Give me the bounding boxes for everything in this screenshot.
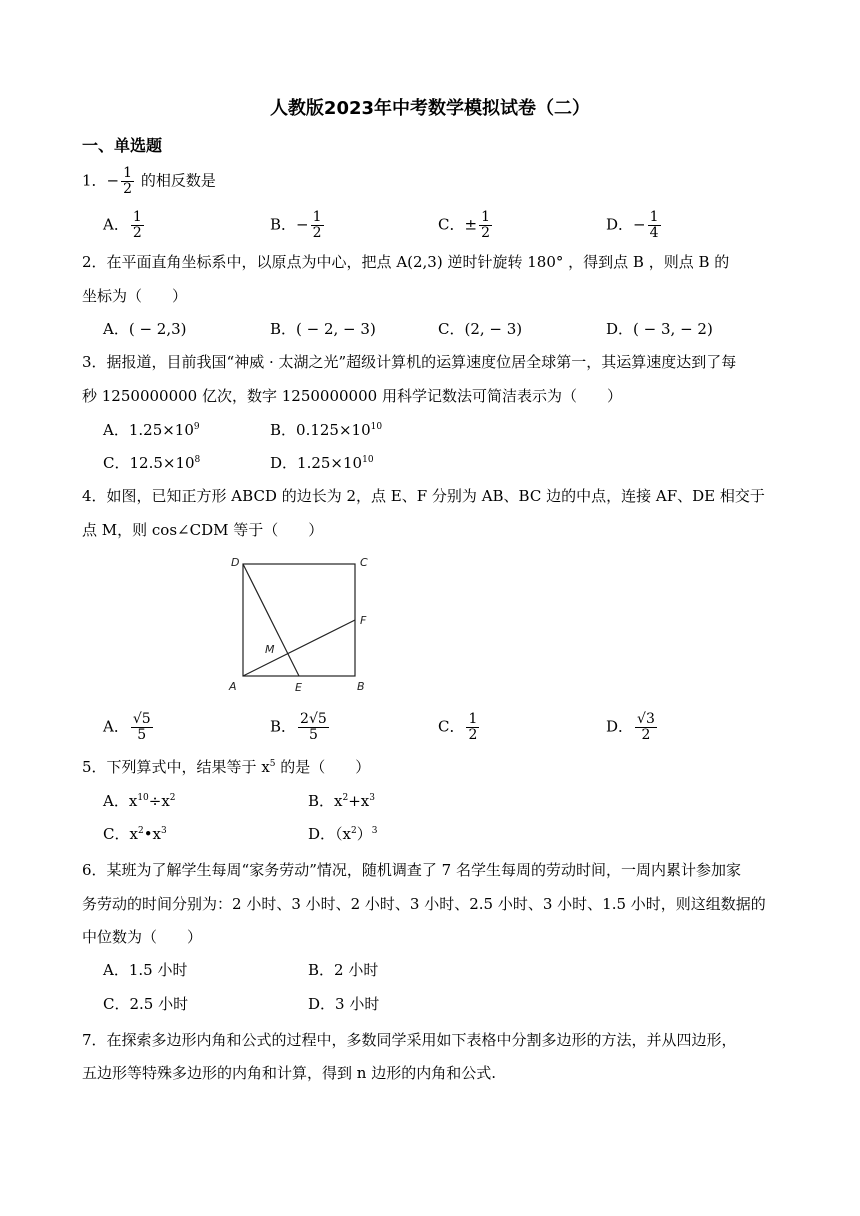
q4-option-c[interactable]: C． $\frac{1}{2}$ — [438, 711, 478, 743]
q2-option-c[interactable]: C．(2, − 3) — [438, 320, 523, 338]
q2-option-b[interactable]: B．( − 2, − 3) — [270, 320, 376, 338]
label-m: M — [265, 643, 275, 656]
q1-option-c[interactable]: C．± $\frac{1}{2}$ — [438, 209, 490, 241]
question-4-line-2: 点 M，则 cos∠CDM 等于（ ） — [82, 521, 324, 539]
q2-option-d[interactable]: D．( − 3, − 2) — [606, 320, 713, 338]
question-2-line-1: 2．在平面直角坐标系中，以原点为中心，把点 A(2,3) 逆时针旋转 180° ，得到点 B ，则点 B 的 — [82, 253, 730, 271]
q5-option-a[interactable]: A．$x^{10}\div x^2$ — [103, 792, 176, 810]
q6-option-b[interactable]: B．2 小时 — [308, 961, 379, 979]
q5-option-d[interactable]: D．$(x^2)^3$ — [308, 825, 378, 843]
fraction: $\frac{1}{2}$ — [123, 165, 133, 197]
question-6-line-2: 务劳动的时间分别为：2 小时、3 小时、2 小时、3 小时、2.5 小时、3 小时、1.5 小时，则这组数据的 — [82, 895, 766, 913]
question-6-line-3: 中位数为（ ） — [82, 928, 203, 946]
q4-option-a[interactable]: A． $\frac{√5}{5}$ — [103, 711, 151, 743]
square-figure — [225, 552, 385, 697]
question-4-line-1: 4．如图，已知正方形 ABCD 的边长为 2，点 E、F 分别为 AB、BC 边的中点，连接 AF、DE 相交于 — [82, 487, 765, 505]
q5-option-c[interactable]: C．$x^2•x^3$ — [103, 825, 167, 843]
label-a: A — [229, 680, 237, 693]
q3-option-a[interactable]: A．$1.25\times 10^9$ — [103, 421, 200, 439]
section-heading: 一、单选题 — [82, 136, 163, 155]
question-7-line-1: 7．在探索多边形内角和公式的过程中，多数同学采用如下表格中分割多边形的方法，并从四边形， — [82, 1031, 737, 1049]
q1-option-b[interactable]: B．− $\frac{1}{2}$ — [270, 209, 322, 241]
label-f: F — [360, 614, 367, 627]
label-c: C — [360, 556, 368, 569]
q4-option-b[interactable]: B． $\frac{2√5}{5}$ — [270, 711, 327, 743]
question-5: 5．下列算式中，结果等于 $x^5$ 的是（ ） — [82, 758, 371, 776]
q6-option-a[interactable]: A．1.5 小时 — [103, 961, 188, 979]
question-6-line-1: 6．某班为了解学生每周“家务劳动”情况，随机调查了 7 名学生每周的劳动时间，一周内累计参加家 — [82, 861, 741, 879]
q2-option-a[interactable]: A．( − 2,3) — [103, 320, 187, 338]
line-de — [243, 564, 299, 676]
label-b: B — [357, 680, 365, 693]
q1-option-d[interactable]: D．− $\frac{1}{4}$ — [606, 209, 659, 241]
label-d: D — [231, 556, 240, 569]
q3-option-b[interactable]: B．$0.125\times 10^{10}$ — [270, 421, 383, 439]
question-7-line-2: 五边形等特殊多边形的内角和计算，得到 n 边形的内角和公式. — [82, 1064, 496, 1082]
q4-option-d[interactable]: D． $\frac{√3}{2}$ — [606, 711, 655, 743]
q3-option-d[interactable]: D．$1.25\times 10^{10}$ — [270, 454, 374, 472]
question-3-line-2: 秒 1250000000 亿次，数字 1250000000 用科学记数法可简洁表示为（ ） — [82, 387, 622, 405]
question-1: 1．− $\frac{1}{2}$ 的相反数是 — [82, 165, 216, 197]
q6-option-d[interactable]: D．3 小时 — [308, 995, 380, 1013]
q3-option-c[interactable]: C．$12.5\times 10^8$ — [103, 454, 201, 472]
line-af — [243, 620, 355, 676]
question-2-line-2: 坐标为（ ） — [82, 287, 188, 305]
question-3-line-1: 3．据报道，目前我国“神威 · 太湖之光”超级计算机的运算速度位居全球第一，其运算速度达到了每 — [82, 353, 737, 371]
q1-option-a[interactable]: A． $\frac{1}{2}$ — [103, 209, 142, 241]
page-title: 人教版2023年中考数学模拟试卷（二） — [269, 98, 591, 119]
square-abcd — [243, 564, 355, 676]
q6-option-c[interactable]: C．2.5 小时 — [103, 995, 189, 1013]
label-e: E — [295, 681, 302, 694]
q5-option-b[interactable]: B．$x^2+x^3$ — [308, 792, 375, 810]
